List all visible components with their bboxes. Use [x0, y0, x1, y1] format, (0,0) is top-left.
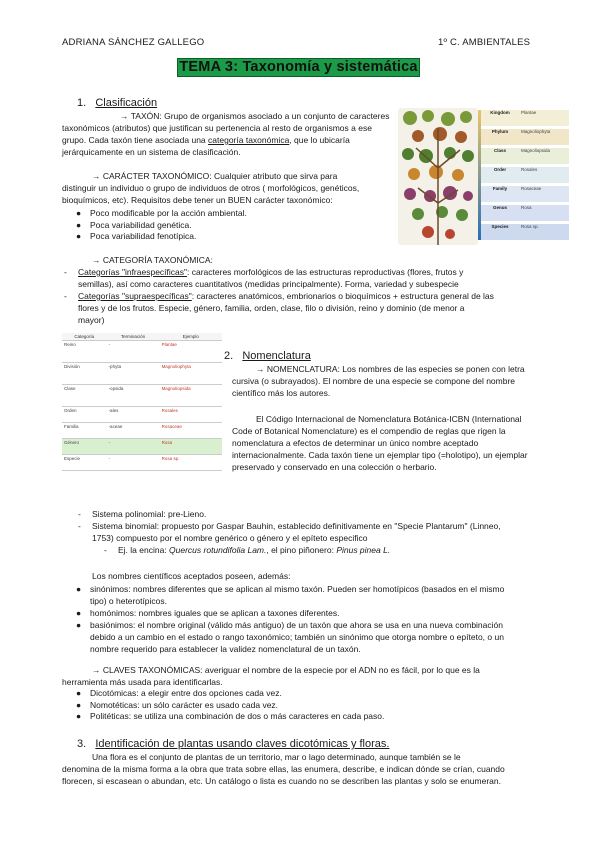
section-2-heading: 2. Nomenclatura: [224, 350, 311, 362]
table-header-row: Categoría Terminación Ejemplo: [62, 333, 222, 341]
table-row: Familia -aceae Rosaceae: [62, 423, 222, 439]
list-item: ● basiónimos: el nombre original (válido más antiguo) de un taxón que ahora se usa en una nueva combinación: [76, 620, 503, 630]
accepted-names-heading: Los nombres científicos aceptados poseen, además:: [92, 571, 291, 581]
rank-row: Kingdom Plantae: [481, 110, 569, 126]
list-item: ● homónimos: nombres iguales que se aplican a taxones diferentes.: [76, 608, 340, 618]
categorias-list: - Categorías "infraespecíficas": caracteres morfológicos de las estructuras reproductivas (flores, frutos y semillas), así como caracteres cuantitativos (medidas principalmente). Forma, variedad y subespecie - Categorías "supraespecíficas": caracteres anatómicos, embrionarios o bioquímicos + estructura general de las flores y de los frutos. Especie, género, familia, orden, clase, filo o división, reino y dominio (de menor a mayor): [78, 266, 542, 326]
claves-list: [76, 688, 384, 723]
page-title: TEMA 3: Taxonomía y sistemática: [177, 58, 420, 77]
list-item: ● sinónimos: nombres diferentes que se aplican al mismo taxón. Pueden ser homotípicos (basados en el mismo: [76, 584, 505, 594]
table-row: Orden -ales Rosales: [62, 407, 222, 423]
icbn-paragraph: El Código Internacional de Nomenclatura Botánica-ICBN (International Code of Botanical Nomenclature) es el compendio de reglas que rigen la nomenclatura a efectos de determinar un único nombre aceptado internacionalmente. Cada taxón tiene un ejemplar tipo (=holotipo), un ejemplar preservado y conservado en una colección o herbario.: [232, 414, 528, 472]
author-name: ADRIANA SÁNCHEZ GALLEGO: [62, 37, 205, 48]
rank-row: Species Rosa sp.: [481, 224, 569, 240]
list-item: ● Politéticas: se utiliza una combinación de dos o más caracteres en cada paso.: [76, 711, 385, 721]
list-item: - Categorías "supraespecíficas": caracteres anatómicos, embrionarios o bioquímicos + estructura general de las: [64, 291, 494, 301]
rank-row: Phylum Magnoliophyta: [481, 129, 569, 145]
caracter-paragraph: → CARÁCTER TAXONÓMICO: Cualquier atributo que sirva para distinguir un individuo o grupo de individuos de otros ( morfológicos, genéticos, bioquímicos, etc). Requisitos debe tener un BUEN carácter taxonómico:: [62, 171, 360, 205]
claves-paragraph: → CLAVES TAXONÓMICAS: averiguar el nombre de la especie por el ADN no es fácil, por lo que es la herramienta más usada para identificarlas.: [62, 665, 480, 687]
accepted-names-list: ● sinónimos: nombres diferentes que se aplican al mismo taxón. Pueden ser homotípicos (basados en el mismo tipo) o heterotípicos. ● homónimos: nombres iguales que se aplican a taxones diferentes. ● basiónimos: el nombre original (válido más antiguo) de un taxón que ahora se usa en una nueva combinación debido a un cambio en el estado o rango taxonómico; también un sinónimo que otorga nombre o epíteto, o un nombre requerido para establecer la validez nomenclatural de un taxón.: [78, 583, 546, 655]
list-item: ● Poco modificable por la acción ambiental.: [76, 208, 247, 218]
list-item: - Categorías "infraespecíficas": caracteres morfológicos de las estructuras reproductivas (flores, frutos y: [64, 267, 464, 277]
list-item: ● Poca variabilidad fenotípica.: [76, 231, 197, 241]
taxon-paragraph: → TAXÓN: Grupo de organismos asociado a un conjunto de caracteres taxonómicos (atributos) que justifican su pertenencia al resto de organismos a ese grupo. Cada taxón tiene asociada una categoría taxonómica, que lo ubicaría jerárquicamente en un sistema de clasificación.: [62, 111, 390, 157]
requisitos-list: [76, 208, 247, 243]
table-row: Especie - Rosa sp.: [62, 455, 222, 471]
categoria-heading: → CATEGORÍA TAXONÓMICA:: [92, 255, 213, 265]
rank-row: Class Magnoliopsida: [481, 148, 569, 164]
list-item: - Sistema polinomial: pre-Lieno.: [78, 509, 207, 519]
rank-row: Genus Rosa: [481, 205, 569, 221]
section-3-heading: 3. Identificación de plantas usando claves dicotómicas y floras.: [77, 738, 390, 750]
list-item: ● Poca variabilidad genética.: [76, 219, 192, 230]
example-line: - Ej. la encina: Quercus rotundifolia Lam., el pino piñonero: Pinus pinea L.: [104, 545, 391, 555]
table-row: Género - Rosa: [62, 439, 222, 455]
course-name: 1º C. AMBIENTALES: [438, 37, 531, 48]
table-row: Clase -opsida Magnoliopsida: [62, 385, 222, 407]
list-item: - Sistema binomial: propuesto por Gaspar Bauhin, establecido definitivamente en "Specie Plantarum" (Linneo,: [78, 521, 501, 531]
list-item: ● Dicotómicas: a elegir entre dos opciones cada vez.: [76, 688, 282, 698]
rank-row: Family Rosaceae: [481, 186, 569, 202]
category-table: [62, 333, 222, 471]
list-item: ● Nomotéticas: un sólo carácter es usado cada vez.: [76, 699, 279, 710]
table-row: Reino - Plantae: [62, 341, 222, 363]
table-row: División -phyta Magnoliophyta: [62, 363, 222, 385]
sistemas-list: - Sistema polinomial: pre-Lieno. - Sistema binomial: propuesto por Gaspar Bauhin, establecido definitivamente en "Specie Plantarum" (Linneo, 1753) compuesto por el nombre genérico o género y el epíteto especifico - Ej. la encina: Quercus rotundifolia Lam., el pino piñonero: Pinus pinea L.: [92, 508, 542, 556]
section-1-heading: 1. Clasificación: [77, 97, 158, 109]
nomenclatura-paragraph: → NOMENCLATURA: Los nombres de las especies se ponen con letra cursiva (o subrayados). El nombre de una especie se compone del nombre científico más los autores.: [232, 364, 525, 398]
rank-row: Order Rosales: [481, 167, 569, 183]
flora-paragraph: Una flora es el conjunto de plantas de un territorio, mar o lago determinado, aunque también se le denomina de la misma forma a la obra que trata sobre ellas, las enumera, describe, e indican dónde se crían, cuando florecen, si escasean o abundan, etc. Un catálogo o lista es cuando no se describen las plantas y solo se enumeran.: [62, 752, 505, 786]
